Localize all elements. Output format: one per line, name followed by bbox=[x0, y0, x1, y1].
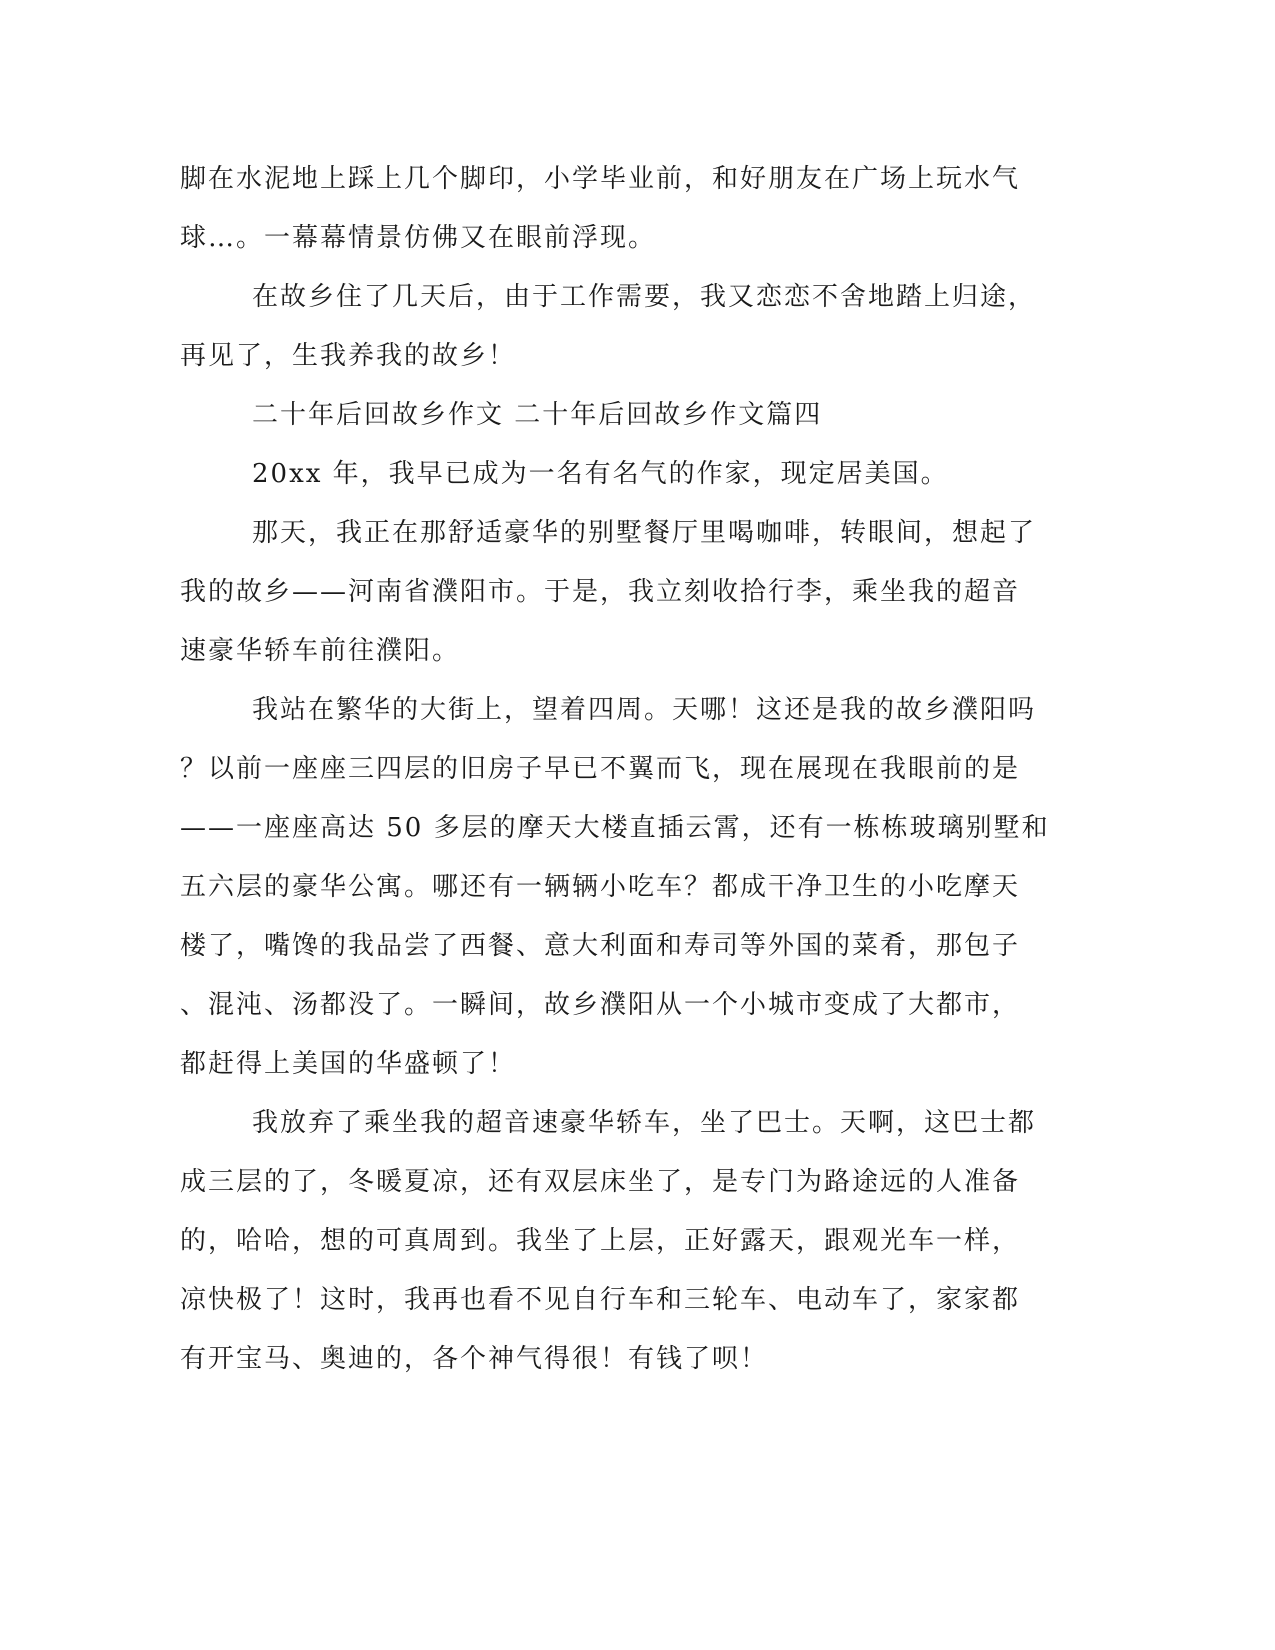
paragraph-start-line: 20xx 年，我早已成为一名有名气的作家，现定居美国。 bbox=[252, 459, 949, 489]
text-line: 球…。一幕幕情景仿佛又在眼前浮现。 bbox=[180, 223, 657, 253]
text-line: 凉快极了！这时，我再也看不见自行车和三轮车、电动车了，家家都 bbox=[180, 1285, 1021, 1315]
paragraph-start-line: 那天，我正在那舒适豪华的别墅餐厅里喝咖啡，转眼间，想起了 bbox=[252, 518, 1037, 548]
paragraph-start-line: 在故乡住了几天后，由于工作需要，我又恋恋不舍地踏上归途， bbox=[252, 282, 1037, 312]
paragraph-start-line: 我站在繁华的大街上，望着四周。天哪！这还是我的故乡濮阳吗 bbox=[252, 695, 1037, 725]
text-line: 再见了，生我养我的故乡！ bbox=[180, 341, 517, 371]
text-line: 我的故乡——河南省濮阳市。于是，我立刻收拾行李，乘坐我的超音 bbox=[180, 577, 1021, 607]
text-line: 五六层的豪华公寓。哪还有一辆辆小吃车？都成干净卫生的小吃摩天 bbox=[180, 872, 1021, 902]
paragraph-start-line: 我放弃了乘坐我的超音速豪华轿车，坐了巴士。天啊，这巴士都 bbox=[252, 1108, 1037, 1138]
text-line: 速豪华轿车前往濮阳。 bbox=[180, 636, 461, 666]
essay-text bbox=[180, 150, 1050, 1389]
text-line: ？以前一座座三四层的旧房子早已不翼而飞，现在展现在我眼前的是 bbox=[180, 754, 1021, 784]
text-line: 脚在水泥地上踩上几个脚印，小学毕业前，和好朋友在广场上玩水气 bbox=[180, 164, 1021, 194]
text-line: 楼了，嘴馋的我品尝了西餐、意大利面和寿司等外国的菜肴，那包子 bbox=[180, 931, 1021, 961]
section-heading: 二十年后回故乡作文 二十年后回故乡作文篇四 bbox=[252, 400, 823, 430]
text-line: ——一座座高达 50 多层的摩天大楼直插云霄，还有一栋栋玻璃别墅和 bbox=[180, 813, 1050, 843]
text-line: 有开宝马、奥迪的，各个神气得很！有钱了呗！ bbox=[180, 1344, 769, 1374]
text-line: 的，哈哈，想的可真周到。我坐了上层，正好露天，跟观光车一样， bbox=[180, 1226, 1021, 1256]
text-line: 都赶得上美国的华盛顿了！ bbox=[180, 1049, 517, 1079]
text-line: 、混沌、汤都没了。一瞬间，故乡濮阳从一个小城市变成了大都市， bbox=[180, 990, 1021, 1020]
text-line: 成三层的了，冬暖夏凉，还有双层床坐了，是专门为路途远的人准备 bbox=[180, 1167, 1021, 1197]
